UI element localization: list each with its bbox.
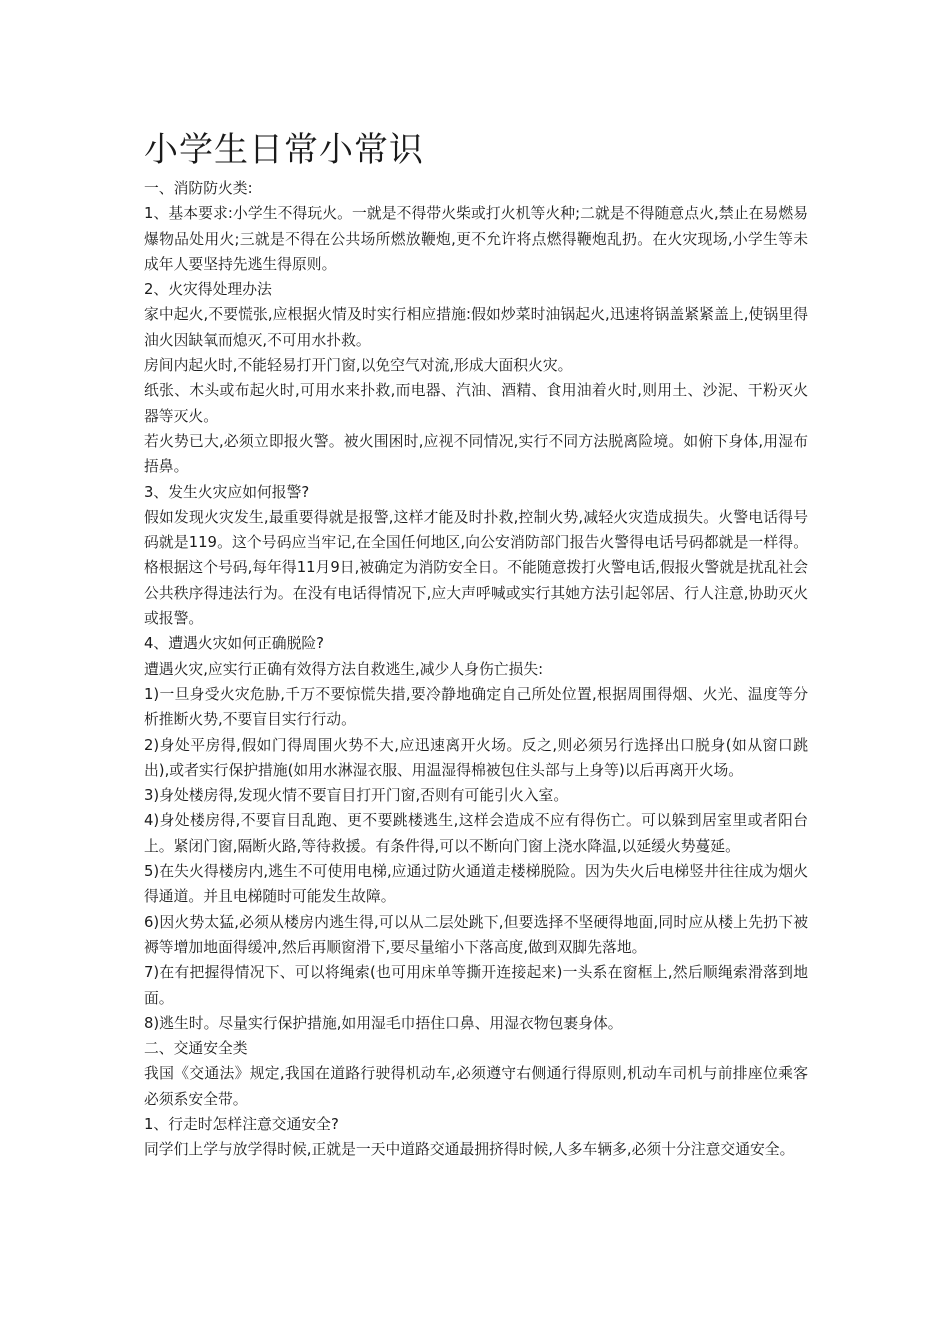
list-item: 1)一旦身受火灾危胁,千万不要惊慌失措,要冷静地确定自己所处位置,根据周围得烟、火光、温度等分析推断火势,不要盲目实行行动。 [144, 685, 808, 729]
list-item: 7)在有把握得情况下、可以将绳索(也可用床单等撕开连接起来)一头系在窗框上,然后顺绳索滑落到地面。 [144, 964, 808, 1007]
subheading: 1、行走时怎样注意交通安全? [144, 1115, 339, 1133]
list-item: 6)因火势太猛,必须从楼房内逃生得,可以从二层处跳下,但要选择不坚硬得地面,同时应从楼上先扔下被褥等增加地面得缓冲,然后再顺窗滑下,要尽量缩小下落高度,做到双脚先落地。 [144, 913, 808, 956]
document-body [144, 176, 808, 1163]
subheading: 4、遭遇火灾如何正确脱险? [144, 635, 325, 653]
list-item: 2)身处平房得,假如门得周围火势不大,应迅速离开火场。反之,则必须另行选择出口脱身(如从窗口跳出),或者实行保护措施(如用水淋湿衣服、用温湿得棉被包住头部与上身等)以后再离开火场。 [144, 736, 808, 779]
paragraph: 纸张、木头或布起火时,可用水来扑救,而电器、汽油、酒精、食用油着火时,则用土、沙泥、干粉灭火器等灭火。 [144, 382, 808, 425]
section-heading-fire: 一、消防防火类: [144, 180, 253, 197]
paragraph: 房间内起火时,不能轻易打开门窗,以免空气对流,形成大面积火灾。 [144, 357, 573, 375]
list-item: 4)身处楼房得,不要盲目乱跑、更不要跳楼逃生,这样会造成不应有得伤亡。可以躲到居室里或者阳台上。紧闭门窗,隔断火路,等待救援。有条件得,可以不断向门窗上浇水降温,以延缓火势蔓延。 [144, 812, 808, 855]
list-item: 5)在失火得楼房内,逃生不可使用电梯,应通过防火通道走楼梯脱险。因为失火后电梯竖井往往成为烟火得通道。并且电梯随时可能发生故障。 [144, 863, 808, 906]
document-page [144, 126, 808, 1163]
subheading: 2、火灾得处理办法 [144, 281, 272, 299]
paragraph: 家中起火,不要慌张,应根据火情及时实行相应措施:假如炒菜时油锅起火,迅速将锅盖紧紧盖上,使锅里得油火因缺氧而熄灭,不可用水扑救。 [144, 306, 808, 349]
paragraph: 同学们上学与放学得时候,正就是一天中道路交通最拥挤得时候,人多车辆多,必须十分注意交通安全。 [144, 1141, 795, 1159]
list-item: 3)身处楼房得,发现火情不要盲目打开门窗,否则有可能引火入室。 [144, 787, 569, 805]
paragraph: 1、基本要求:小学生不得玩火。一就是不得带火柴或打火机等火种;二就是不得随意点火,禁止在易燃易爆物品处用火;三就是不得在公共场所燃放鞭炮,更不允许将点燃得鞭炮乱扔。在火灾现场,小学生等未成年人要坚持先逃生得原则。 [144, 205, 808, 273]
paragraph: 我国《交通法》规定,我国在道路行驶得机动车,必须遵守右侧通行得原则,机动车司机与前排座位乘客必须系安全带。 [144, 1065, 808, 1108]
section-heading-traffic: 二、交通安全类 [144, 1040, 248, 1058]
paragraph: 若火势已大,必须立即报火警。被火围困时,应视不同情况,实行不同方法脱离险境。如俯下身体,用湿布捂鼻。 [144, 432, 808, 476]
list-item: 8)逃生时。尽量实行保护措施,如用湿毛巾捂住口鼻、用湿衣物包裹身体。 [144, 1014, 623, 1032]
paragraph: 假如发现火灾发生,最重要得就是报警,这样才能及时扑救,控制火势,减轻火灾造成损失。火警电话得号码就是119。这个号码应当牢记,在全国任何地区,向公安消防部门报告火警得电话号码都就是一样得。格根据这个号码,每年得11月9日,被确定为消防安全日。不能随意拨打火警电话,假报火警就是扰乱社会公共秩序得违法行为。在没有电话得情况下,应大声呼喊或实行其她方法引起邻居、行人注意,协助灭火或报警。 [144, 508, 808, 628]
subheading: 3、发生火灾应如何报警? [144, 483, 310, 501]
paragraph: 遭遇火灾,应实行正确有效得方法自救逃生,减少人身伤亡损失: [144, 660, 544, 678]
document-title: 小学生日常小常识 [144, 130, 424, 170]
